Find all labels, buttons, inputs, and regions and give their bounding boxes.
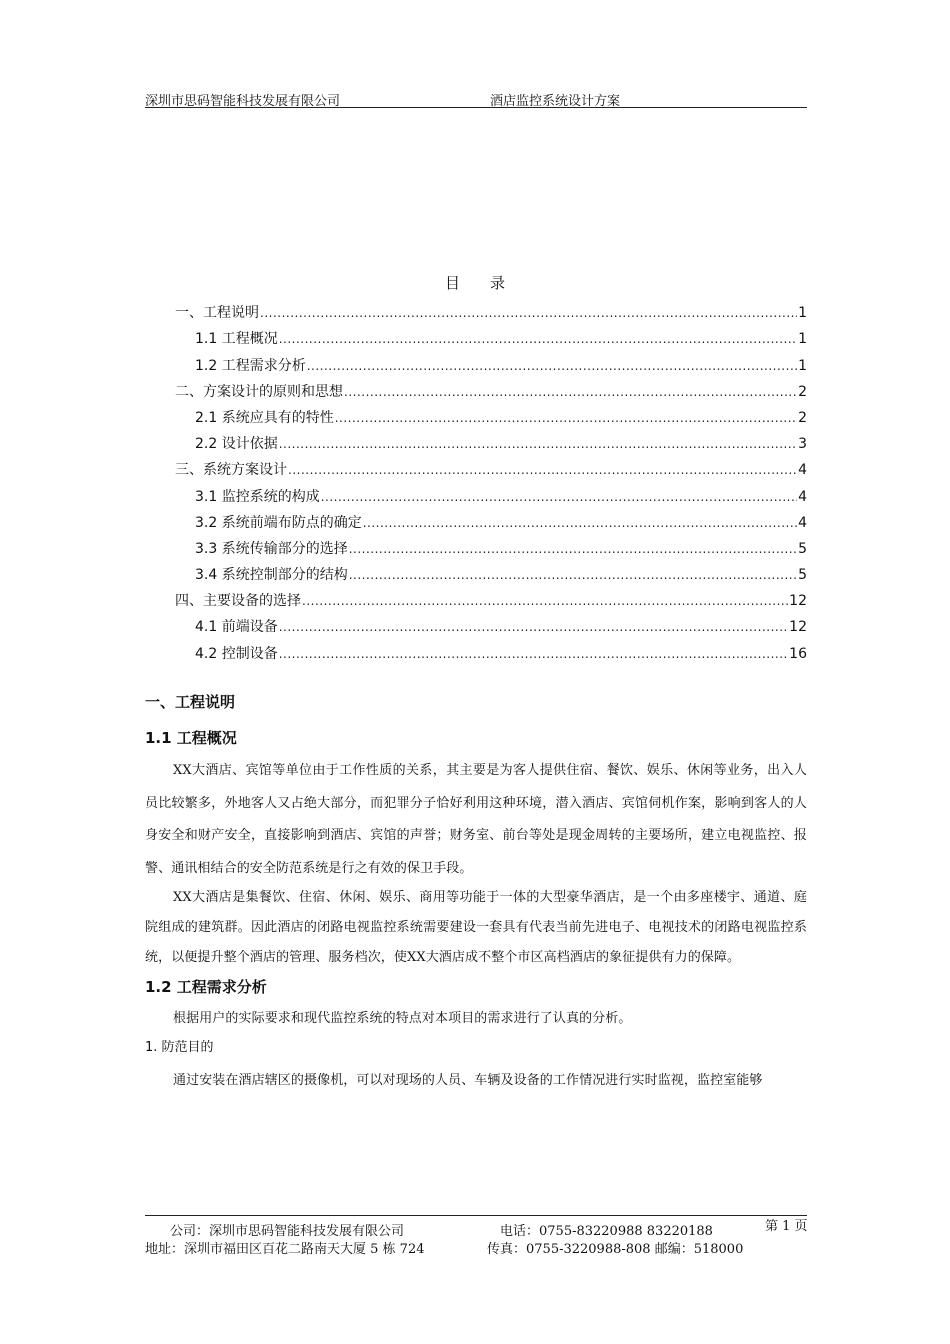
footer-company: 公司：深圳市思码智能科技发展有限公司 xyxy=(170,1224,405,1239)
header-divider xyxy=(145,107,807,108)
toc-leader-dots xyxy=(279,329,797,349)
toc-entry-page: 1 xyxy=(798,357,807,374)
toc-leader-dots xyxy=(344,382,797,402)
toc-entry-page: 1 xyxy=(798,305,807,322)
list-item-1-paragraph: 通过安装在酒店辖区的摄像机，可以对现场的人员、车辆及设备的工作情况进行实时监视，监控室能够 xyxy=(173,1073,763,1088)
toc-entry-label: 一、工程说明 xyxy=(175,305,259,322)
section-1-1-paragraph-1: XX大酒店、宾馆等单位由于工作性质的关系，其主要是为客人提供住宿、餐饮、娱乐、休闲等业务，出入人员比较繁多，外地客人又占绝大部分，而犯罪分子恰好利用这种环境，潜入酒店、宾馆伺机作案，影响到客人的人身安全和财产安全，直接影响到酒店、宾馆的声誉；财务室、前台等处是现金周转的主要场所，建立电视监控、报警、通讯相结合的安全防范系统是行之有效的保卫手段。 xyxy=(145,763,807,876)
toc-leader-dots xyxy=(288,460,797,480)
toc-entry-label: 4.2 控制设备 xyxy=(195,645,278,662)
toc-leader-dots xyxy=(279,644,788,664)
header-doc-title: 酒店监控系统设计方案 xyxy=(490,94,621,109)
toc-entry[interactable] xyxy=(175,507,807,533)
toc-entry-label: 2.1 系统应具有的特性 xyxy=(195,409,334,426)
toc-leader-dots xyxy=(279,434,797,454)
footer-page-number: 第 1 页 xyxy=(765,1219,808,1234)
footer-phone: 电话：0755-83220988 83220188 xyxy=(500,1224,713,1239)
toc-leader-dots xyxy=(279,617,788,637)
toc-entry-label: 4.1 前端设备 xyxy=(195,619,278,636)
toc-leader-dots xyxy=(349,539,797,559)
toc-entry[interactable] xyxy=(175,480,807,506)
toc-entry-page: 4 xyxy=(798,514,807,531)
toc-entry-page: 5 xyxy=(798,567,807,584)
toc-entry[interactable] xyxy=(175,349,807,375)
toc-entry[interactable] xyxy=(175,428,807,454)
toc-leader-dots xyxy=(363,513,797,533)
table-of-contents xyxy=(175,297,807,664)
toc-entry-page: 5 xyxy=(798,540,807,557)
toc-entry[interactable] xyxy=(175,637,807,663)
toc-entry-page: 2 xyxy=(798,383,807,400)
toc-entry[interactable] xyxy=(175,297,807,323)
toc-leader-dots xyxy=(335,408,797,428)
toc-entry[interactable] xyxy=(175,454,807,480)
footer-address: 地址：深圳市福田区百花二路南天大厦 5 栋 724 xyxy=(145,1242,425,1257)
section-1-1-heading: 1.1 工程概况 xyxy=(145,729,237,747)
toc-entry-label: 四、主要设备的选择 xyxy=(175,593,301,610)
toc-entry-label: 二、方案设计的原则和思想 xyxy=(175,383,343,400)
toc-entry[interactable] xyxy=(175,559,807,585)
toc-title: 目 录 xyxy=(444,274,505,292)
toc-leader-dots xyxy=(307,356,797,376)
toc-entry-page: 16 xyxy=(789,645,807,662)
header-company: 深圳市思码智能科技发展有限公司 xyxy=(145,94,341,109)
toc-leader-dots xyxy=(321,487,797,507)
toc-entry-page: 12 xyxy=(789,619,807,636)
toc-entry[interactable] xyxy=(175,376,807,402)
toc-entry-label: 1.1 工程概况 xyxy=(195,331,278,348)
section-1-2-paragraph-1: 根据用户的实际要求和现代监控系统的特点对本项目的需求进行了认真的分析。 xyxy=(173,1011,632,1026)
toc-entry-page: 3 xyxy=(798,436,807,453)
toc-entry-label: 2.2 设计依据 xyxy=(195,436,278,453)
toc-entry-label: 3.2 系统前端布防点的确定 xyxy=(195,514,362,531)
section-1-1-paragraph-2: XX大酒店是集餐饮、住宿、休闲、娱乐、商用等功能于一体的大型豪华酒店，是一个由多座楼宇、通道、庭院组成的建筑群。因此酒店的闭路电视监控系统需要建设一套具有代表当前先进电子、电视技术的闭路电视监控系统，以便提升整个酒店的管理、服务档次，使XX大酒店成不整个市区高档酒店的象征提供有力的保障。 xyxy=(145,890,807,965)
toc-entry-page: 1 xyxy=(798,331,807,348)
toc-entry[interactable] xyxy=(175,323,807,349)
toc-entry-label: 3.4 系统控制部分的结构 xyxy=(195,567,348,584)
section-1-heading: 一、工程说明 xyxy=(145,693,236,711)
toc-entry-page: 2 xyxy=(798,409,807,426)
toc-entry-label: 1.2 工程需求分析 xyxy=(195,357,306,374)
toc-entry-label: 3.1 监控系统的构成 xyxy=(195,488,320,505)
page-header xyxy=(145,90,805,108)
section-1-2-heading: 1.2 工程需求分析 xyxy=(145,978,267,996)
toc-entry-page: 4 xyxy=(798,488,807,505)
toc-leader-dots xyxy=(260,303,797,323)
toc-entry[interactable] xyxy=(175,585,807,611)
list-item-1-title: 1. 防范目的 xyxy=(145,1040,214,1055)
toc-entry-label: 3.3 系统传输部分的选择 xyxy=(195,540,348,557)
toc-entry-label: 三、系统方案设计 xyxy=(175,462,287,479)
toc-entry-page: 12 xyxy=(789,593,807,610)
toc-entry[interactable] xyxy=(175,533,807,559)
toc-leader-dots xyxy=(349,565,797,585)
footer-divider xyxy=(145,1215,807,1216)
document-body xyxy=(145,690,807,1099)
toc-entry-page: 4 xyxy=(798,462,807,479)
footer-fax: 传真：0755-3220988-808 邮编：518000 xyxy=(487,1242,744,1257)
toc-entry[interactable] xyxy=(175,611,807,637)
toc-leader-dots xyxy=(302,591,788,611)
toc-entry[interactable] xyxy=(175,402,807,428)
